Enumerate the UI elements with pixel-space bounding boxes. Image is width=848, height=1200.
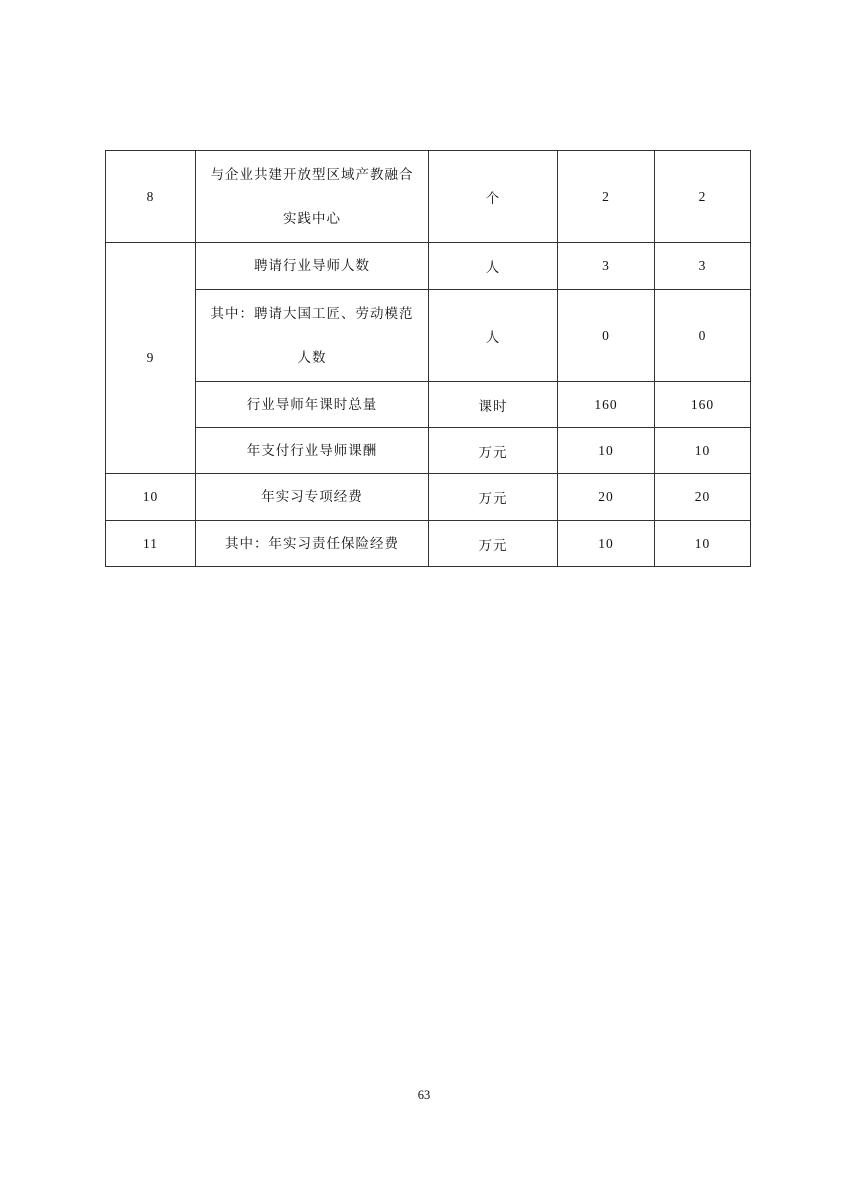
row-item: 年实习专项经费 xyxy=(196,474,429,521)
table-row xyxy=(106,428,751,474)
row-unit: 万元 xyxy=(429,521,558,567)
row-value-b: 160 xyxy=(655,382,751,428)
table-row xyxy=(106,521,751,567)
row-value-a: 2 xyxy=(558,151,655,243)
row-unit: 人 xyxy=(429,243,558,290)
row-value-a: 20 xyxy=(558,474,655,521)
row-value-b: 10 xyxy=(655,521,751,567)
row-index: 10 xyxy=(106,474,196,521)
indicator-table xyxy=(105,150,751,567)
table-row xyxy=(106,382,751,428)
row-unit: 万元 xyxy=(429,428,558,474)
row-item: 行业导师年课时总量 xyxy=(196,382,429,428)
row-index: 11 xyxy=(106,521,196,567)
row-value-a: 10 xyxy=(558,428,655,474)
row-value-b: 2 xyxy=(655,151,751,243)
page-number: 63 xyxy=(417,1088,431,1102)
row-unit: 万元 xyxy=(429,474,558,521)
row-item: 聘请行业导师人数 xyxy=(196,243,429,290)
row-value-a: 0 xyxy=(558,290,655,382)
row-value-b: 0 xyxy=(655,290,751,382)
row-index: 9 xyxy=(106,243,196,474)
table-row xyxy=(106,243,751,290)
row-index: 8 xyxy=(106,151,196,243)
row-item: 与企业共建开放型区域产教融合实践中心 xyxy=(196,151,429,243)
row-item: 其中：年实习责任保险经费 xyxy=(196,521,429,567)
table-row xyxy=(106,290,751,382)
row-value-a: 160 xyxy=(558,382,655,428)
row-value-b: 3 xyxy=(655,243,751,290)
row-unit: 人 xyxy=(429,290,558,382)
row-value-a: 3 xyxy=(558,243,655,290)
row-value-b: 10 xyxy=(655,428,751,474)
row-item: 年支付行业导师课酬 xyxy=(196,428,429,474)
row-value-b: 20 xyxy=(655,474,751,521)
table-row xyxy=(106,474,751,521)
row-item: 其中：聘请大国工匠、劳动模范人数 xyxy=(196,290,429,382)
row-value-a: 10 xyxy=(558,521,655,567)
table-row xyxy=(106,151,751,243)
row-unit: 课时 xyxy=(429,382,558,428)
row-unit: 个 xyxy=(429,151,558,243)
